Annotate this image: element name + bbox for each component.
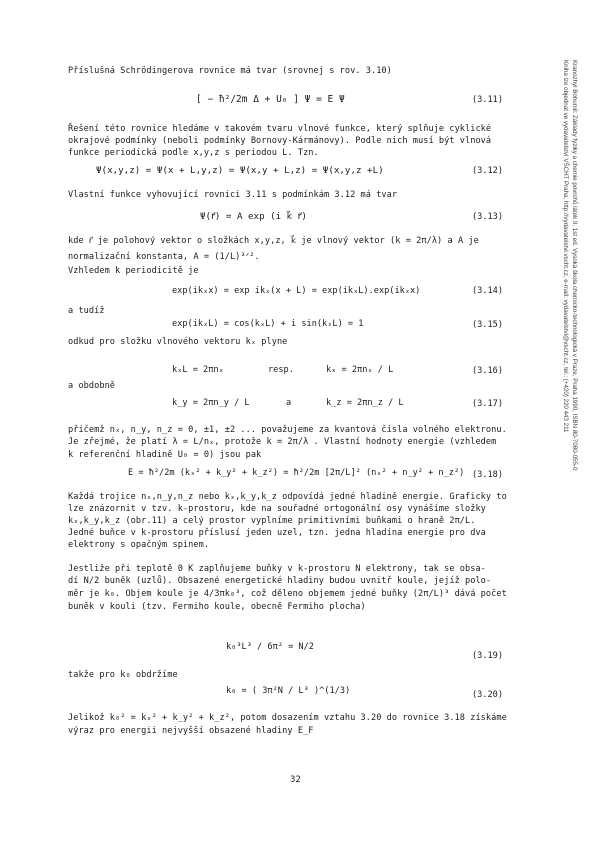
text-line: Je zřejmé, že platí λ = L/nₓ, protože k = 2π/λ . Vlastní hodnoty energie (vzhledem xyxy=(68,437,497,447)
text-line: Vlastní funkce vyhovující rovnici 3.11 s podmínkám 3.12 má tvar xyxy=(68,190,398,200)
equation-3-16-left: kₓL = 2πnₓ xyxy=(172,365,224,375)
text-line: funkce periodická podle x,y,z s periodou L. Tzn. xyxy=(68,148,319,158)
page-number: 32 xyxy=(290,775,301,785)
equation-3-15: exp(ikₓL) = cos(kₓL) + i sin(kₓL) = 1 xyxy=(172,319,364,329)
text-line: lze znázornit v tzv. k-prostoru, kde na souřadné ortogonální osy vynášíme složky xyxy=(68,504,486,514)
equation-number: (3.11) xyxy=(471,95,503,105)
text-line: dí N/2 buněk (uzlů). Obsazené energetické hladiny budou uvnitř koule, jejíž polo- xyxy=(68,576,492,586)
text-line: normalizační konstanta, A = (1/L)³ᐟ². xyxy=(68,252,260,262)
text-line: Jelikož k₀² = kₓ² + k_y² + k_z², potom dosazením vztahu 3.20 do rovnice 3.18 získáme xyxy=(68,713,507,723)
text-line: měr je k₀. Objem koule je 4/3πk₀³, což děleno objemem jedné buňky (2π/L)³ dává počet xyxy=(68,589,507,599)
side-note-line-1: Kranozhyl Bohumil: Základy fyziky a chemie povrchů látek II. 1st ed. Vysoká škola chemicko-technologická v Praze, Praha 1990, ISBN 80-7080-055-0 xyxy=(571,60,578,471)
equation-3-17-a: a xyxy=(286,398,292,408)
equation-3-11: [ − ħ²/2m Δ + U₀ ] Ψ = E Ψ xyxy=(196,94,345,105)
text-line: kₓ,k_y,k_z (obr.11) a celý prostor vyplníme primitivními buňkami o hraně 2π/L. xyxy=(68,516,476,526)
equation-number: (3.12) xyxy=(471,166,503,176)
equation-number: (3.16) xyxy=(471,366,503,376)
text-line: a tudíž xyxy=(68,306,105,316)
text-line: okrajové podmínky (neboli podmínky Bornovy-Kármánovy). Podle nich musí být vlnová xyxy=(68,136,492,146)
text-line: Každá trojice nₓ,n_y,n_z nebo kₓ,k_y,k_z odpovídá jedné hladině energie. Graficky to xyxy=(68,492,507,502)
text-line: takže pro k₀ obdržíme xyxy=(68,670,178,680)
equation-number: (3.14) xyxy=(471,286,503,296)
text-line: přičemž nₓ, n_y, n_z = 0, ±1, ±2 ... považujeme za kvantová čísla volného elektronu. xyxy=(68,425,507,435)
text-line: buněk v kouli (tzv. Fermiho koule, obecně Fermiho plocha) xyxy=(68,602,366,612)
equation-3-13: Ψ(r⃗) = A exp (i k⃗ r⃗) xyxy=(200,211,307,222)
text-line: kde r⃗ je polohový vektor o složkách x,y,z, k⃗ je vlnový vektor (k = 2π/λ) a A je xyxy=(68,236,479,246)
equation-3-18: E = ħ²/2m (kₓ² + k_y² + k_z²) = ħ²/2m [2π/L]² (nₓ² + n_y² + n_z²) xyxy=(128,468,465,478)
equation-3-16-right: kₓ = 2πnₓ / L xyxy=(326,365,394,375)
equation-3-16-resp: resp. xyxy=(268,365,294,375)
equation-3-17-left: k_y = 2πn_y / L xyxy=(172,398,250,408)
equation-number: (3.19) xyxy=(471,651,503,661)
equation-number: (3.13) xyxy=(471,212,503,222)
text-line: elektrony s opačným spinem. xyxy=(68,540,210,550)
text-line: výraz pro energii nejvyšší obsazené hladiny E_F xyxy=(68,726,314,736)
equation-3-19: k₀³L³ / 6π² = N/2 xyxy=(226,642,314,652)
text-line: Příslušná Schrödingerova rovnice má tvar (srovnej s rov. 3.10) xyxy=(68,66,392,76)
equation-3-17-right: k_z = 2πn_z / L xyxy=(326,398,404,408)
equation-number: (3.15) xyxy=(471,320,503,330)
side-note xyxy=(562,60,578,660)
equation-3-14: exp(ikₓx) = exp ikₓ(x + L) = exp(ikₓL).exp(ikₓx) xyxy=(172,286,421,296)
text-line: Jedné buňce v k-prostoru příslusí jeden uzel, tzn. jedna hladina energie pro dva xyxy=(68,528,486,538)
equation-3-20: k₀ = ( 3π²N / L³ )^(1/3) xyxy=(226,686,351,696)
side-note-line-2: Kniha lze objednat ve vydavatelství VŠCHT Praha, http://vydavatelstvi.vscht.cz, e-mail: vydavatelstvi@vscht.cz, tel.: (+420) 220 443 211 xyxy=(562,60,569,433)
equation-number: (3.20) xyxy=(471,690,503,700)
text-line: a obdobně xyxy=(68,381,116,391)
equation-number: (3.18) xyxy=(471,470,503,480)
text-line: Řešení této rovnice hledáme v takovém tvaru vlnové funkce, který splňuje cyklické xyxy=(68,124,492,134)
text-line: odkud pro složku vlnového vektoru kₓ plyne xyxy=(68,337,288,347)
equation-3-12: Ψ(x,y,z) = Ψ(x + L,y,z) = Ψ(x,y + L,z) = Ψ(x,y,z +L) xyxy=(96,165,384,176)
text-line: k referenční hladině U₀ = 0) jsou pak xyxy=(68,450,262,460)
equation-number: (3.17) xyxy=(471,399,503,409)
text-line: Vzhledem k periodicitě je xyxy=(68,266,199,276)
text-line: Jestliže při teplotě 0 K zaplňujeme buňky v k-prostoru N elektrony, tak se obsa- xyxy=(68,564,486,574)
